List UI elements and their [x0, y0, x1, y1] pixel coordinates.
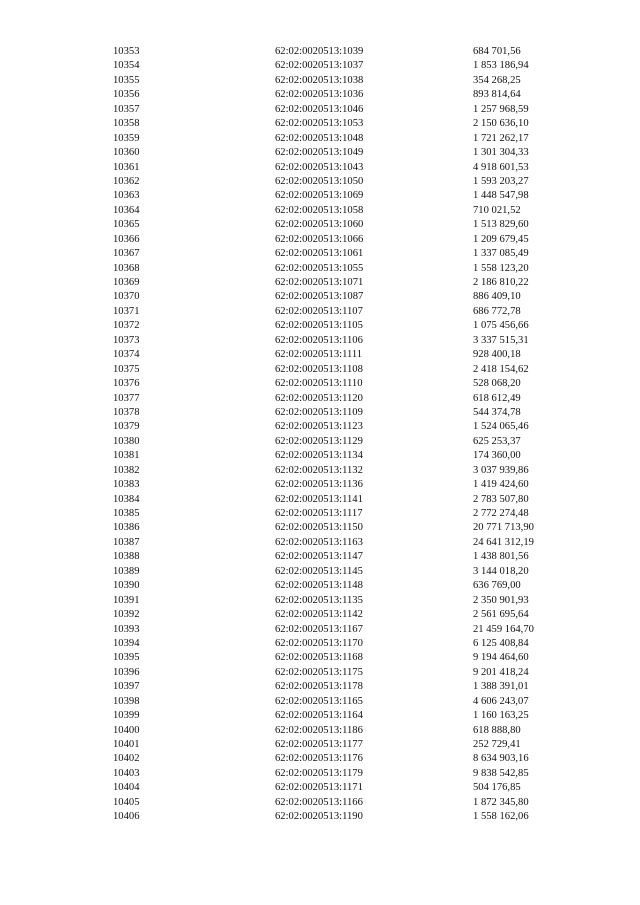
- cadastral-value: 1 209 679,45: [473, 233, 529, 245]
- row-number: 10374: [113, 349, 140, 361]
- table-row: [0, 565, 640, 579]
- table-row: [0, 709, 640, 723]
- row-number: 10377: [113, 392, 140, 404]
- table-row: [0, 377, 640, 391]
- row-number: 10392: [113, 609, 140, 621]
- row-number: 10404: [113, 782, 140, 794]
- table-row: [0, 348, 640, 362]
- cadastral-value: 252 729,41: [473, 739, 521, 750]
- cadastral-number: 62:02:0020513:1135: [275, 594, 363, 606]
- cadastral-value: 3 037 939,86: [473, 464, 529, 476]
- row-number: 10394: [113, 637, 140, 649]
- table-row: [0, 767, 640, 781]
- cadastral-value: 2 772 274,48: [473, 508, 529, 519]
- cadastral-number: 62:02:0020513:1048: [275, 132, 364, 144]
- cadastral-value: 9 194 464,60: [473, 652, 529, 664]
- cadastral-value: 1 257 968,59: [473, 103, 529, 115]
- cadastral-number: 62:02:0020513:1165: [275, 695, 363, 707]
- cadastral-value: 9 838 542,85: [473, 767, 529, 779]
- cadastral-number: 62:02:0020513:1150: [275, 522, 363, 534]
- cadastral-number: 62:02:0020513:1049: [275, 147, 364, 159]
- cadastral-number: 62:02:0020513:1136: [275, 479, 363, 491]
- table-row: [0, 752, 640, 766]
- table-row: [0, 45, 640, 59]
- table-row: [0, 103, 640, 117]
- table-row: [0, 290, 640, 304]
- cadastral-value: 893 814,64: [473, 89, 521, 101]
- row-number: 10375: [113, 363, 140, 375]
- cadastral-number: 62:02:0020513:1171: [275, 782, 363, 794]
- row-number: 10360: [113, 147, 140, 159]
- table-row: [0, 204, 640, 218]
- table-row: [0, 666, 640, 680]
- cadastral-number: 62:02:0020513:1164: [275, 710, 363, 722]
- row-number: 10389: [113, 565, 140, 577]
- cadastral-number: 62:02:0020513:1117: [275, 508, 363, 519]
- table-row: [0, 88, 640, 102]
- row-number: 10358: [113, 118, 140, 130]
- row-number: 10402: [113, 753, 140, 765]
- row-number: 10399: [113, 710, 140, 722]
- row-number: 10372: [113, 320, 140, 332]
- cadastral-value: 3 337 515,31: [473, 334, 529, 346]
- table-row: [0, 132, 640, 146]
- row-number: 10382: [113, 464, 140, 476]
- table-row: [0, 262, 640, 276]
- cadastral-value: 618 612,49: [473, 392, 521, 404]
- row-number: 10376: [113, 378, 140, 390]
- cadastral-value: 1 524 065,46: [473, 421, 529, 433]
- cadastral-number: 62:02:0020513:1111: [275, 349, 363, 361]
- table-row: [0, 796, 640, 810]
- row-number: 10373: [113, 334, 140, 346]
- cadastral-value: 9 201 418,24: [473, 666, 529, 678]
- table-row: [0, 146, 640, 160]
- row-number: 10406: [113, 811, 140, 823]
- table-row: [0, 680, 640, 694]
- row-number: 10381: [113, 450, 140, 462]
- cadastral-value: 1 593 203,27: [473, 175, 529, 187]
- cadastral-value: 686 772,78: [473, 305, 521, 317]
- cadastral-value: 6 125 408,84: [473, 637, 529, 649]
- table-row: [0, 175, 640, 189]
- table-row: [0, 579, 640, 593]
- table-row: [0, 738, 640, 752]
- cadastral-value: 504 176,85: [473, 782, 521, 794]
- cadastral-number: 62:02:0020513:1043: [275, 161, 364, 173]
- row-number: 10359: [113, 132, 140, 144]
- cadastral-number: 62:02:0020513:1142: [275, 609, 363, 621]
- table-row: [0, 724, 640, 738]
- cadastral-value: 1 721 262,17: [473, 132, 529, 144]
- row-number: 10355: [113, 74, 140, 86]
- cadastral-number: 62:02:0020513:1170: [275, 637, 363, 649]
- cadastral-value: 1 419 424,60: [473, 479, 529, 491]
- cadastral-value: 354 268,25: [473, 74, 521, 86]
- cadastral-value: 2 783 507,80: [473, 493, 529, 505]
- cadastral-number: 62:02:0020513:1066: [275, 233, 364, 245]
- cadastral-number: 62:02:0020513:1175: [275, 666, 363, 678]
- row-number: 10386: [113, 522, 140, 534]
- row-number: 10391: [113, 594, 140, 606]
- table-row: [0, 117, 640, 131]
- cadastral-value: 2 418 154,62: [473, 363, 529, 375]
- cadastral-number: 62:02:0020513:1145: [275, 565, 363, 577]
- table-row: [0, 464, 640, 478]
- table-row: [0, 319, 640, 333]
- table-row: [0, 695, 640, 709]
- row-number: 10370: [113, 291, 140, 303]
- row-number: 10364: [113, 204, 140, 216]
- row-number: 10383: [113, 479, 140, 491]
- row-number: 10369: [113, 277, 140, 288]
- table-row: [0, 521, 640, 535]
- cadastral-number: 62:02:0020513:1061: [275, 248, 364, 260]
- row-number: 10363: [113, 190, 140, 202]
- cadastral-number: 62:02:0020513:1087: [275, 291, 364, 303]
- cadastral-value: 24 641 312,19: [473, 536, 534, 548]
- row-number: 10361: [113, 161, 140, 173]
- cadastral-number: 62:02:0020513:1179: [275, 767, 363, 779]
- cadastral-value: 1 301 304,33: [473, 147, 529, 159]
- cadastral-number: 62:02:0020513:1190: [275, 811, 363, 823]
- table-row: [0, 810, 640, 824]
- cadastral-value: 4 918 601,53: [473, 161, 529, 173]
- cadastral-number: 62:02:0020513:1186: [275, 724, 363, 736]
- cadastral-value: 1 160 163,25: [473, 710, 529, 722]
- cadastral-value-table: [0, 45, 640, 825]
- cadastral-number: 62:02:0020513:1168: [275, 652, 363, 664]
- cadastral-value: 1 558 123,20: [473, 262, 529, 274]
- cadastral-number: 62:02:0020513:1134: [275, 450, 363, 462]
- cadastral-number: 62:02:0020513:1166: [275, 796, 363, 808]
- row-number: 10354: [113, 60, 140, 72]
- table-row: [0, 594, 640, 608]
- cadastral-value: 710 021,52: [473, 204, 521, 216]
- table-row: [0, 478, 640, 492]
- table-row: [0, 305, 640, 319]
- cadastral-value: 625 253,37: [473, 435, 521, 447]
- row-number: 10366: [113, 233, 140, 245]
- cadastral-number: 62:02:0020513:1106: [275, 334, 363, 346]
- row-number: 10395: [113, 652, 140, 664]
- cadastral-number: 62:02:0020513:1053: [275, 118, 364, 130]
- cadastral-number: 62:02:0020513:1037: [275, 60, 364, 72]
- cadastral-value: 636 769,00: [473, 580, 521, 592]
- cadastral-value: 886 409,10: [473, 291, 521, 303]
- table-row: [0, 493, 640, 507]
- row-number: 10365: [113, 219, 140, 231]
- cadastral-number: 62:02:0020513:1110: [275, 378, 363, 390]
- cadastral-value: 1 337 085,49: [473, 248, 529, 260]
- cadastral-number: 62:02:0020513:1055: [275, 262, 364, 274]
- cadastral-value: 4 606 243,07: [473, 695, 529, 707]
- cadastral-value: 2 350 901,93: [473, 594, 529, 606]
- row-number: 10388: [113, 551, 140, 563]
- cadastral-value: 1 075 456,66: [473, 320, 529, 332]
- cadastral-number: 62:02:0020513:1148: [275, 580, 363, 592]
- cadastral-value: 618 888,80: [473, 724, 521, 736]
- table-row: [0, 536, 640, 550]
- row-number: 10400: [113, 724, 140, 736]
- row-number: 10356: [113, 89, 140, 101]
- row-number: 10353: [113, 46, 140, 57]
- row-number: 10385: [113, 508, 140, 519]
- row-number: 10401: [113, 739, 140, 750]
- cadastral-number: 62:02:0020513:1046: [275, 103, 364, 115]
- row-number: 10398: [113, 695, 140, 707]
- table-row: [0, 435, 640, 449]
- table-row: [0, 449, 640, 463]
- table-row: [0, 74, 640, 88]
- row-number: 10379: [113, 421, 140, 433]
- cadastral-number: 62:02:0020513:1132: [275, 464, 363, 476]
- table-row: [0, 189, 640, 203]
- cadastral-number: 62:02:0020513:1109: [275, 406, 363, 418]
- cadastral-number: 62:02:0020513:1071: [275, 277, 364, 288]
- cadastral-value: 2 150 636,10: [473, 118, 529, 130]
- table-row: [0, 608, 640, 622]
- cadastral-number: 62:02:0020513:1120: [275, 392, 363, 404]
- row-number: 10387: [113, 536, 140, 548]
- cadastral-number: 62:02:0020513:1107: [275, 305, 363, 317]
- cadastral-number: 62:02:0020513:1141: [275, 493, 363, 505]
- table-row: [0, 161, 640, 175]
- cadastral-value: 20 771 713,90: [473, 522, 534, 534]
- cadastral-value: 174 360,00: [473, 450, 521, 462]
- cadastral-value: 2 186 810,22: [473, 277, 529, 288]
- cadastral-value: 1 558 162,06: [473, 811, 529, 823]
- cadastral-number: 62:02:0020513:1050: [275, 175, 364, 187]
- table-row: [0, 218, 640, 232]
- cadastral-value: 544 374,78: [473, 406, 521, 418]
- row-number: 10393: [113, 623, 140, 635]
- table-row: [0, 637, 640, 651]
- cadastral-number: 62:02:0020513:1147: [275, 551, 363, 563]
- row-number: 10390: [113, 580, 140, 592]
- cadastral-number: 62:02:0020513:1108: [275, 363, 363, 375]
- row-number: 10362: [113, 175, 140, 187]
- row-number: 10368: [113, 262, 140, 274]
- cadastral-number: 62:02:0020513:1039: [275, 46, 364, 57]
- row-number: 10396: [113, 666, 140, 678]
- table-row: [0, 59, 640, 73]
- cadastral-value: 1 513 829,60: [473, 219, 529, 231]
- cadastral-number: 62:02:0020513:1178: [275, 681, 363, 693]
- table-row: [0, 392, 640, 406]
- cadastral-value: 3 144 018,20: [473, 565, 529, 577]
- cadastral-number: 62:02:0020513:1060: [275, 219, 364, 231]
- row-number: 10405: [113, 796, 140, 808]
- table-row: [0, 247, 640, 261]
- table-row: [0, 276, 640, 290]
- cadastral-value: 528 068,20: [473, 378, 521, 390]
- table-row: [0, 334, 640, 348]
- cadastral-number: 62:02:0020513:1105: [275, 320, 363, 332]
- row-number: 10357: [113, 103, 140, 115]
- table-row: [0, 507, 640, 521]
- cadastral-value: 1 438 801,56: [473, 551, 529, 563]
- table-row: [0, 363, 640, 377]
- row-number: 10380: [113, 435, 140, 447]
- cadastral-number: 62:02:0020513:1129: [275, 435, 363, 447]
- table-row: [0, 781, 640, 795]
- cadastral-number: 62:02:0020513:1167: [275, 623, 363, 635]
- table-row: [0, 420, 640, 434]
- row-number: 10403: [113, 767, 140, 779]
- cadastral-value: 684 701,56: [473, 46, 521, 57]
- row-number: 10378: [113, 406, 140, 418]
- cadastral-number: 62:02:0020513:1176: [275, 753, 363, 765]
- cadastral-number: 62:02:0020513:1123: [275, 421, 363, 433]
- row-number: 10397: [113, 681, 140, 693]
- cadastral-number: 62:02:0020513:1069: [275, 190, 364, 202]
- cadastral-number: 62:02:0020513:1163: [275, 536, 363, 548]
- table-row: [0, 651, 640, 665]
- row-number: 10384: [113, 493, 140, 505]
- cadastral-value: 21 459 164,70: [473, 623, 534, 635]
- cadastral-value: 1 388 391,01: [473, 681, 529, 693]
- cadastral-value: 928 400,18: [473, 349, 521, 361]
- row-number: 10367: [113, 248, 140, 260]
- table-row: [0, 233, 640, 247]
- cadastral-value: 2 561 695,64: [473, 609, 529, 621]
- cadastral-number: 62:02:0020513:1177: [275, 739, 363, 750]
- table-row: [0, 623, 640, 637]
- cadastral-number: 62:02:0020513:1038: [275, 74, 364, 86]
- cadastral-value: 1 853 186,94: [473, 60, 529, 72]
- cadastral-value: 1 448 547,98: [473, 190, 529, 202]
- cadastral-value: 1 872 345,80: [473, 796, 529, 808]
- cadastral-value: 8 634 903,16: [473, 753, 529, 765]
- table-row: [0, 550, 640, 564]
- cadastral-number: 62:02:0020513:1036: [275, 89, 364, 101]
- table-row: [0, 406, 640, 420]
- cadastral-number: 62:02:0020513:1058: [275, 204, 364, 216]
- row-number: 10371: [113, 305, 140, 317]
